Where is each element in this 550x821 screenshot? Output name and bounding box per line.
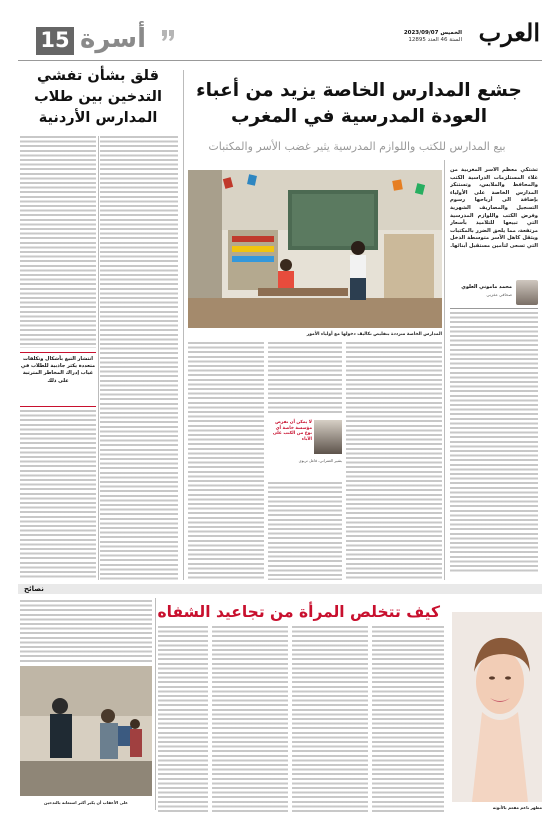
woman-photo [452,612,542,802]
woman-illustration [452,612,542,802]
side-body-col-2 [20,136,96,348]
byline-rule [450,308,538,309]
logo-text: العرب [478,18,540,47]
classroom-photo [188,170,442,328]
page-number: 15 [40,28,70,52]
side-body-col-2b [20,410,96,580]
side-body-bottom [20,600,152,662]
quote-mark-icon [160,27,176,41]
side-pullquote: انتشار التبغ بأشكال وتكلفات متعددة يكثر جاذبية للطلاب في غياب إدراك المخاطر المترتبة على ذلك [20,356,96,384]
advice-side-divider [155,598,156,810]
students-photo [20,666,152,796]
col-divider-1 [444,160,445,580]
students-illustration [20,666,152,796]
side-col-divider [98,136,99,580]
section-title: أسرة [80,24,147,54]
classroom-illustration [188,170,442,328]
col-divider-main-side [183,70,184,580]
quote-author: بشير العمراني، فاعل تربوي [298,458,342,463]
issue-info [384,30,462,44]
author-byline [450,280,538,306]
author-avatar [516,280,538,305]
headline-line-2: العودة المدرسية في المغرب [230,106,488,127]
advice-label-bar [18,584,542,594]
side-headline-line-2: التدخين بين طلاب [34,89,162,105]
advice-label: نصائح [24,584,44,593]
author-name: محمد ماموني العلوي [461,284,512,290]
quote-box [268,418,342,478]
lead-paragraph: تشتكي معظم الأسر المغربية من غلاء المستلزمات الدراسية الكتب والمحافظ والملابس، وتستنكر المدارس الخاصة على الأولياء بإضافة الى أرباحها رسوم التسجيل والمصاريف الشهرية وفرض الكتب واللوازم المدرسية التي تبيعها للتلاميذ بأسعار مرتفعة، مما يلحق الضرر بالمكتبات ويثقل كاهل الأسر متوسطة الدخل التي تسعى لتأمين مستقبل أبنائها. [450,167,538,249]
advice-headline: كيف تتخلص المرأة من تجاعيد الشفاه [157,603,440,621]
main-subtitle: بيع المدارس للكتب واللوازم المدرسية يثير غضب الأسر والمكتبات [208,140,506,153]
side-headline-line-1: قلق بشأن تفشي [37,68,159,84]
body-col-4 [188,342,264,580]
headline-line-1: جشع المدارس الخاصة يزيد من أعباء [196,80,522,101]
body-col-2 [346,342,442,580]
author-role: صحافي مغربي [486,292,512,297]
advice-col-1 [372,626,444,812]
issue-number: السنة 46 العدد 12895 [408,37,462,43]
side-headline [20,66,176,129]
side-headline-line-3: المدارس الأردنية [38,110,158,126]
side-body-col-1 [100,136,178,580]
quote-text: لا يمكن أن تفرض مؤسسة خاصة أي نوع من الكتب على الآباء [272,420,312,442]
body-col-1 [450,312,538,572]
quote-portrait [314,420,342,454]
pullquote-rule-top [20,352,96,353]
advice-col-2 [292,626,368,812]
newspaper-logo[interactable] [468,18,540,48]
main-photo-caption: المدارس الخاصة مترددة بتقليص تكاليف دخولها مع أولياء الأمور [306,332,442,337]
masthead [0,0,550,58]
main-headline [178,78,540,130]
body-col-3b [268,482,342,580]
issue-date: الخميس 2023/09/07 [403,30,462,36]
body-col-3 [268,342,342,414]
advice-col-4 [158,626,208,812]
masthead-rule [18,60,542,61]
advice-col-3 [212,626,288,812]
students-photo-caption: على الأعقاب أن يكبر أكثر استعانة بالتدخين [44,800,128,805]
woman-photo-caption: مظهر ناعم مفعم بالأنوثة [492,805,542,810]
page-number-box [36,27,74,55]
pullquote-rule-bottom [20,406,96,407]
